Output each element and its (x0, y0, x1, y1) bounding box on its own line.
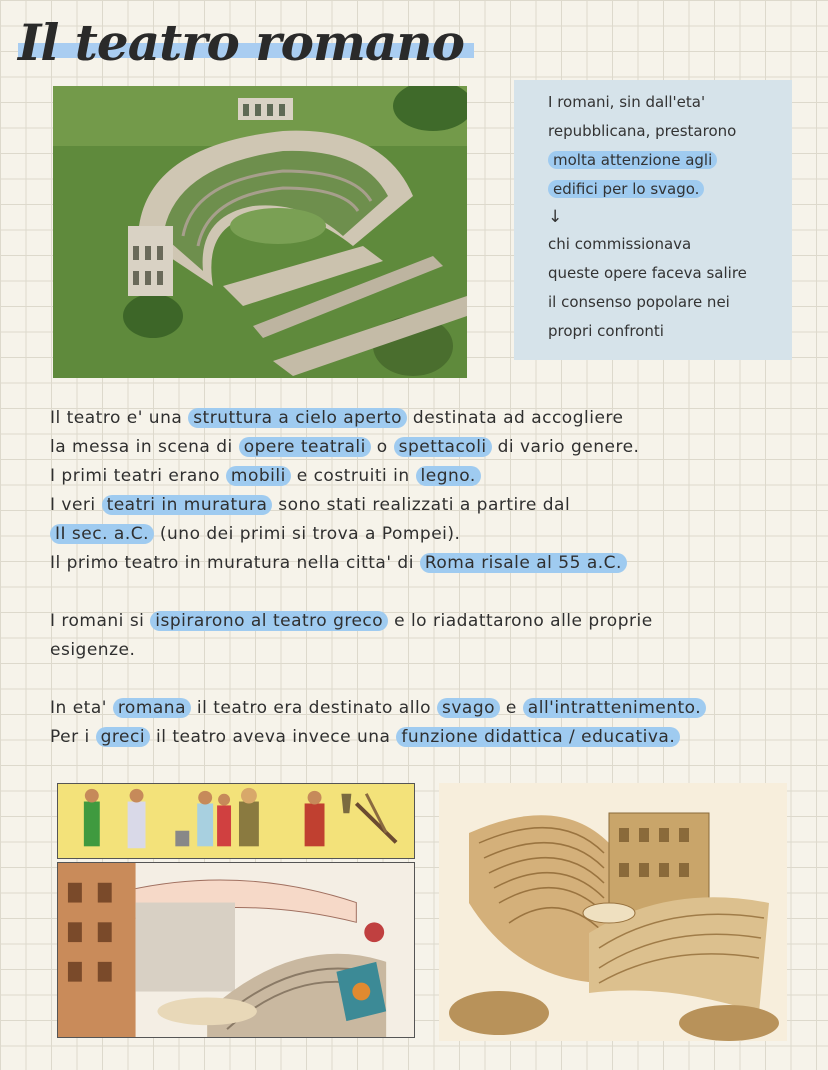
actors-illustration (57, 783, 415, 859)
text-line (50, 636, 790, 665)
note-line: repubblicana, prestarono (548, 122, 737, 140)
note-line: I romani, sin dall'eta' (548, 93, 706, 111)
note-line: il consenso popolare nei (548, 293, 730, 311)
note-line: queste opere faceva salire (548, 264, 747, 282)
text-line (50, 549, 790, 578)
text-line (50, 520, 790, 549)
text-line (50, 723, 790, 752)
text: I primi teatri erano (50, 466, 226, 486)
text: Il primo teatro in muratura nella citta' di (50, 553, 420, 573)
text: o (370, 437, 394, 457)
highlight: funzione didattica / educativa. (396, 727, 680, 747)
highlight: legno. (416, 466, 481, 486)
note-line: chi commissionava (548, 235, 692, 253)
text: In eta' (50, 698, 113, 718)
text: di vario genere. (491, 437, 640, 457)
text-line (50, 607, 790, 636)
highlight: edifici per lo svago. (548, 180, 704, 198)
highlight: opere teatrali (239, 437, 371, 457)
text: esigenze. (50, 640, 136, 660)
text: sono stati realizzati a partire dal (272, 495, 571, 515)
highlight: svago (437, 698, 500, 718)
highlight: molta attenzione agli (548, 151, 717, 169)
highlight: greci (96, 727, 150, 747)
body-text (50, 404, 790, 752)
highlight: spettacoli (394, 437, 492, 457)
text-line (50, 462, 790, 491)
note-line (548, 175, 780, 204)
highlight: teatri in muratura (102, 495, 273, 515)
highlight: mobili (226, 466, 291, 486)
note-line (548, 146, 780, 175)
text: e (500, 698, 523, 718)
text: I romani si (50, 611, 151, 631)
highlight: Roma risale al 55 a.C. (420, 553, 627, 573)
text-line (50, 491, 790, 520)
highlight: all'intrattenimento. (523, 698, 706, 718)
highlight: ispirarono al teatro greco (150, 611, 388, 631)
text: e lo riadattarono alle proprie (388, 611, 653, 631)
theatre-sepia-drawing (439, 783, 787, 1041)
highlight: struttura a cielo aperto (188, 408, 407, 428)
note-line: propri confronti (548, 322, 664, 340)
text: il teatro aveva invece una (150, 727, 397, 747)
highlight: II sec. a.C. (50, 524, 154, 544)
text: Il teatro e' una (50, 408, 189, 428)
highlight: romana (113, 698, 191, 718)
text: la messa in scena di (50, 437, 239, 457)
text: I veri (50, 495, 102, 515)
text: (uno dei primi si trova a Pompei). (154, 524, 461, 544)
text: Per i (50, 727, 96, 747)
text: il teatro era destinato allo (191, 698, 437, 718)
text-line (50, 404, 790, 433)
theatre-cutaway-illustration (57, 862, 415, 1038)
theatre-ruins-photo (53, 86, 467, 378)
text: e costruiti in (290, 466, 416, 486)
page-title: Il teatro romano (18, 6, 474, 80)
text: destinata ad accogliere (407, 408, 624, 428)
text-line (50, 433, 790, 462)
down-arrow-icon: ↓ (548, 207, 563, 227)
text-line (50, 694, 790, 723)
note-box (514, 80, 792, 360)
